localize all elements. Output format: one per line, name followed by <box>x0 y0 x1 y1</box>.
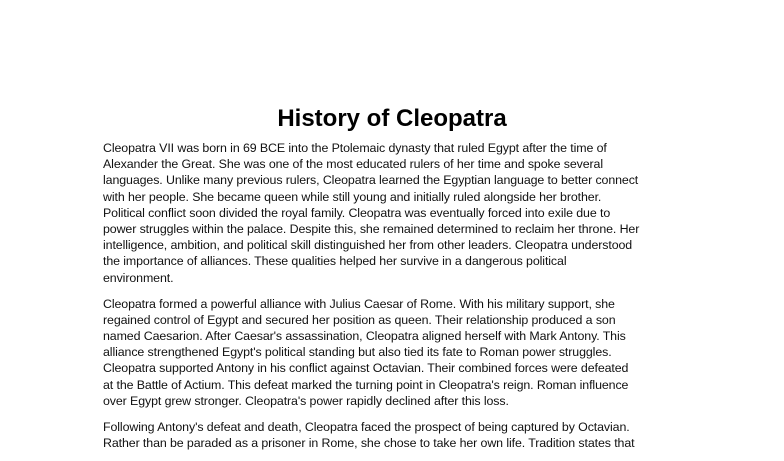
text-line: power struggles within the palace. Despite this, she remained determined to reclaim her throne. Her <box>103 221 640 236</box>
text-line: intelligence, ambition, and political skill distinguished her from other leaders. Cleopatra understood <box>103 238 633 253</box>
paragraph-2 <box>103 296 723 409</box>
text-line: over Egypt grew stronger. Cleopatra's power rapidly declined after this loss. <box>103 393 509 408</box>
text-line: named Caesarion. After Caesar's assassination, Cleopatra aligned herself with Mark Antony. This <box>103 329 626 344</box>
paragraph-1 <box>103 140 723 286</box>
document-body <box>103 140 723 461</box>
text-line: at the Battle of Actium. This defeat marked the turning point in Cleopatra's reign. Roman influence <box>103 377 629 392</box>
text-line: languages. Unlike many previous rulers, Cleopatra learned the Egyptian language to better connect <box>103 173 639 188</box>
text-line: the importance of alliances. These qualities helped her survive in a dangerous political <box>103 254 567 269</box>
text-line: Rather than be paraded as a prisoner in Rome, she chose to take her own life. Tradition states that <box>103 436 635 451</box>
paragraph-3 <box>103 419 723 451</box>
text-line: Cleopatra supported Antony in his conflict against Octavian. Their combined forces were defeated <box>103 361 629 376</box>
text-line: Following Antony's defeat and death, Cleopatra faced the prospect of being captured by Octavian. <box>103 420 630 434</box>
text-line: alliance strengthened Egypt's political standing but also tied its fate to Roman power struggles. <box>103 345 612 360</box>
text-line: Political conflict soon divided the royal family. Cleopatra was eventually forced into exile due to <box>103 205 611 220</box>
text-line: with her people. She became queen while still young and initially ruled alongside her brother. <box>103 189 602 204</box>
text-line: environment. <box>103 270 174 285</box>
document-title: History of Cleopatra <box>277 105 507 132</box>
text-line: Cleopatra VII was born in 69 BCE into the Ptolemaic dynasty that ruled Egypt after the time of <box>103 141 607 155</box>
text-line: Alexander the Great. She was one of the most educated rulers of her time and spoke several <box>103 157 603 172</box>
text-line: Cleopatra formed a powerful alliance with Julius Caesar of Rome. With his military support, she <box>103 296 615 311</box>
text-line: regained control of Egypt and secured her position as queen. Their relationship produced a son <box>103 312 616 327</box>
